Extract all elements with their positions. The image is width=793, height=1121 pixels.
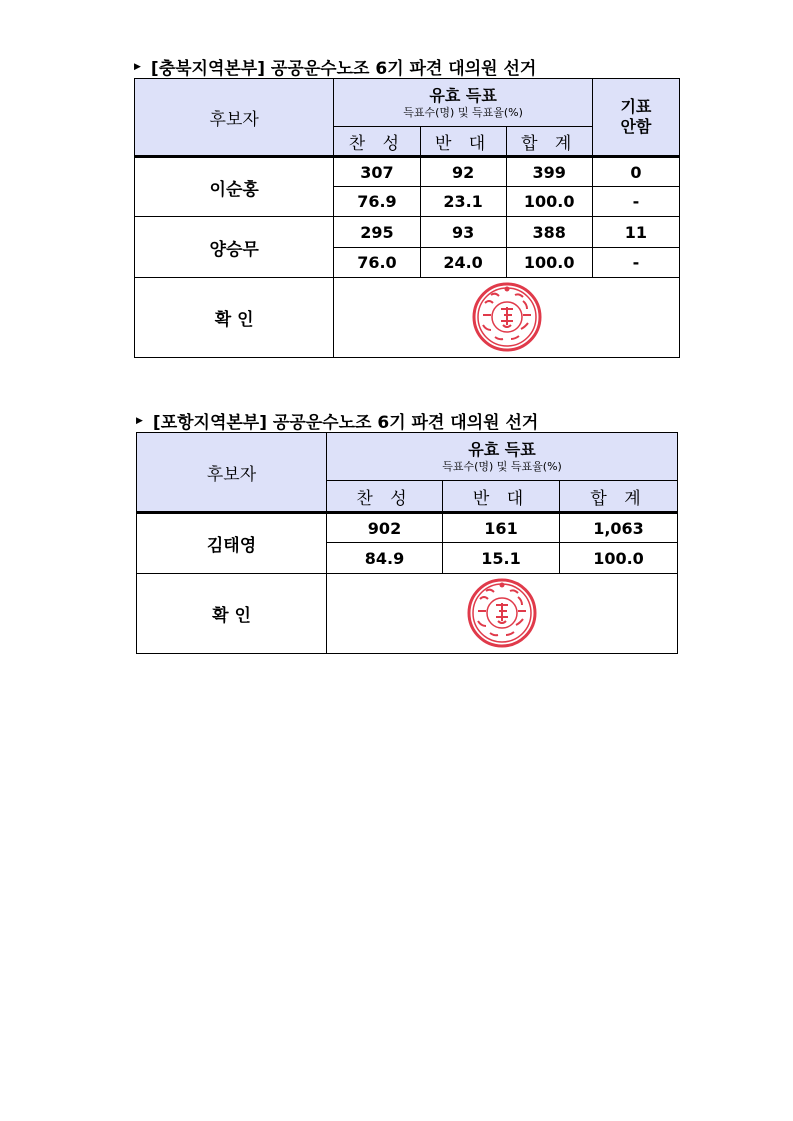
header-total: 합 계 <box>560 481 678 513</box>
rate-abstain: - <box>592 187 679 217</box>
header-valid-votes-sub: 득표수(명) 및 득표율(%) <box>442 459 562 473</box>
section-chungbuk <box>134 54 680 360</box>
section-title-text: [충북지역본부] 공공운수노조 6기 파견 대의원 선거 <box>150 59 537 79</box>
rate-against: 24.0 <box>420 247 506 277</box>
red-seal-stamp-icon <box>466 577 538 649</box>
seal-cell <box>334 277 680 357</box>
header-candidate: 후보자 <box>135 79 334 157</box>
results-table <box>134 78 680 358</box>
triangle-right-icon: ▶ <box>136 415 143 426</box>
section-title <box>134 54 536 79</box>
count-for: 307 <box>334 157 420 187</box>
section-title-text: [포항지역본부] 공공운수노조 6기 파견 대의원 선거 <box>152 413 539 433</box>
candidate-name: 양승무 <box>135 217 334 277</box>
rate-against: 23.1 <box>420 187 506 217</box>
rate-total: 100.0 <box>560 543 678 573</box>
section-pohang <box>136 408 677 656</box>
header-valid-votes-title: 유효 득표 <box>429 85 497 105</box>
count-total: 399 <box>506 157 592 187</box>
header-valid-votes <box>327 433 678 481</box>
header-valid-votes-sub: 득표수(명) 및 득표율(%) <box>403 105 523 119</box>
count-for: 295 <box>334 217 420 247</box>
table-row <box>137 513 678 543</box>
candidate-name: 이순홍 <box>135 157 334 217</box>
confirm-label: 확 인 <box>137 573 327 653</box>
header-abstain-line2: 안함 <box>620 117 652 137</box>
count-abstain: 0 <box>592 157 679 187</box>
header-valid-votes-title: 유효 득표 <box>468 439 536 459</box>
table-row <box>135 217 680 247</box>
count-against: 161 <box>443 513 560 543</box>
count-total: 388 <box>506 217 592 247</box>
triangle-right-icon: ▶ <box>134 61 141 72</box>
header-abstain <box>592 79 679 157</box>
rate-against: 15.1 <box>443 543 560 573</box>
header-against: 반 대 <box>443 481 560 513</box>
rate-for: 76.9 <box>334 187 420 217</box>
count-total: 1,063 <box>560 513 678 543</box>
candidate-name: 김태영 <box>137 513 327 573</box>
confirm-row <box>135 277 680 357</box>
table-row <box>135 157 680 187</box>
header-candidate: 후보자 <box>137 433 327 513</box>
section-title <box>136 408 538 433</box>
header-total: 합 계 <box>506 127 592 157</box>
rate-total: 100.0 <box>506 247 592 277</box>
confirm-row <box>137 573 678 653</box>
count-for: 902 <box>327 513 443 543</box>
rate-abstain: - <box>592 247 679 277</box>
header-for: 찬 성 <box>334 127 420 157</box>
confirm-label: 확 인 <box>135 277 334 357</box>
header-valid-votes <box>334 79 592 127</box>
header-abstain-line1: 기표 <box>620 97 652 117</box>
count-abstain: 11 <box>592 217 679 247</box>
count-against: 93 <box>420 217 506 247</box>
count-against: 92 <box>420 157 506 187</box>
seal-cell <box>327 573 678 653</box>
header-for: 찬 성 <box>327 481 443 513</box>
red-seal-stamp-icon <box>471 281 543 353</box>
header-against: 반 대 <box>420 127 506 157</box>
rate-for: 76.0 <box>334 247 420 277</box>
rate-for: 84.9 <box>327 543 443 573</box>
rate-total: 100.0 <box>506 187 592 217</box>
results-table <box>136 432 678 654</box>
